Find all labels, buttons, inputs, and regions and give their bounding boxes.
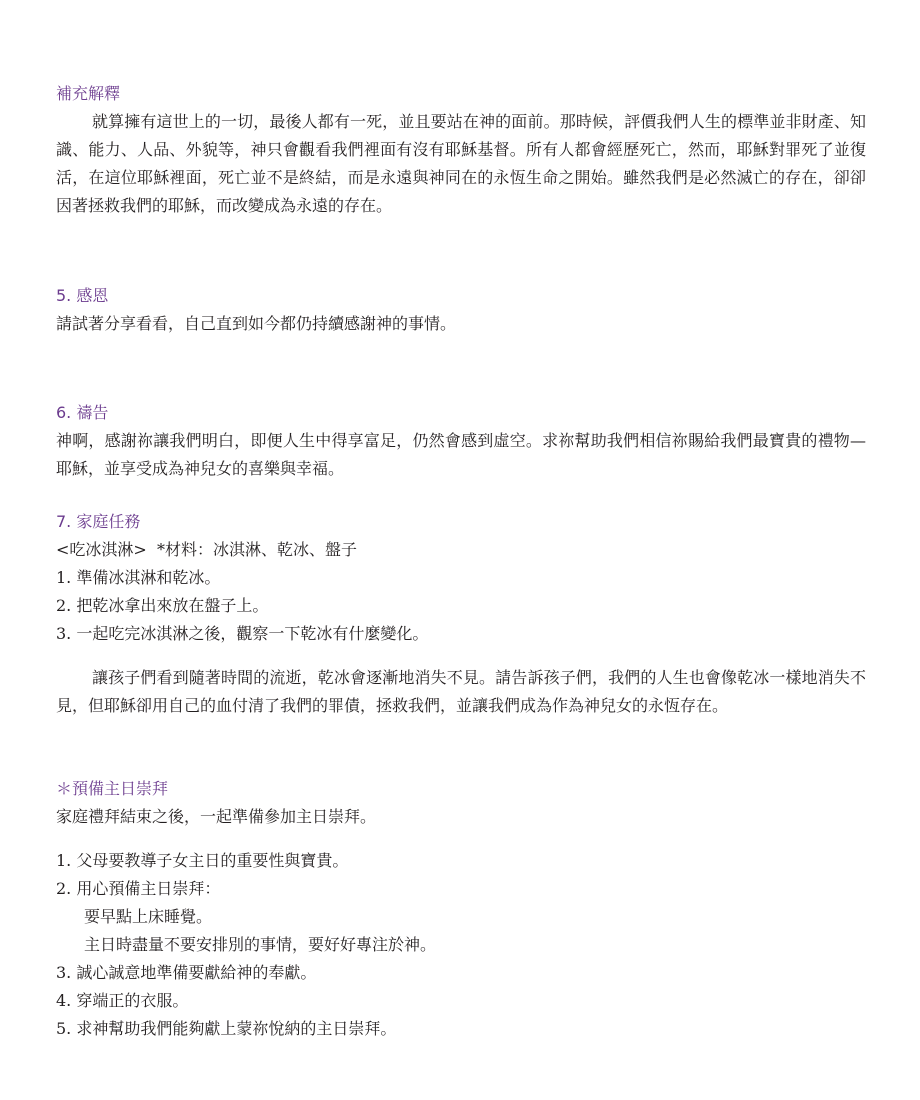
section-family-task — [56, 511, 866, 720]
step-item: 2. 把乾冰拿出來放在盤子上。 — [56, 596, 269, 615]
sub-list-item: 要早點上床睡覺。 — [84, 907, 213, 926]
list-item: 3. 誠心誠意地準備要獻給神的奉獻。 — [56, 963, 317, 982]
sunday-list — [56, 847, 866, 1043]
list-item: 2. 用心預備主日崇拜： — [56, 879, 221, 898]
step-item: 3. 一起吃完冰淇淋之後，觀察一下乾冰有什麼變化。 — [56, 624, 429, 643]
step-item: 1. 準備冰淇淋和乾冰。 — [56, 568, 221, 587]
supplement-title: 補充解釋 — [56, 84, 121, 103]
supplement-section — [56, 83, 866, 220]
sub-list-item: 主日時盡量不要安排別的事情，要好好專注於神。 — [84, 935, 437, 954]
thanksgiving-title: 5. 感恩 — [56, 286, 109, 305]
section-prayer — [56, 402, 866, 483]
prayer-body: 神啊，感謝祢讓我們明白，即便人生中得享富足，仍然會感到虛空。求祢幫助我們相信祢賜給我們最寶貴的禮物—耶穌，並享受成為神兒女的喜樂與幸福。 — [56, 431, 866, 478]
list-item: 4. 穿端正的衣服。 — [56, 991, 189, 1010]
document-page — [56, 83, 866, 1043]
activity-materials: <吃冰淇淋> *材料：冰淇淋、乾冰、盤子 — [56, 540, 357, 559]
thanksgiving-body: 請試著分享看看，自己直到如今都仍持續感謝神的事情。 — [56, 314, 457, 333]
list-item: 1. 父母要教導子女主日的重要性與寶貴。 — [56, 851, 349, 870]
section-sunday-prep — [56, 778, 866, 1043]
activity-story: 讓孩子們看到隨著時間的流逝，乾冰會逐漸地消失不見。請告訴孩子們，我們的人生也會像乾冰一樣地消失不見，但耶穌卻用自己的血付清了我們的罪債，拯救我們，並讓我們成為作為神兒女的永恆存在。 — [56, 668, 866, 715]
prayer-title: 6. 禱告 — [56, 403, 109, 422]
section-thanksgiving — [56, 285, 866, 338]
supplement-body: 就算擁有這世上的一切，最後人都有一死，並且要站在神的面前。那時候，評價我們人生的標準並非財產、知識、能力、人品、外貌等，神只會觀看我們裡面有沒有耶穌基督。所有人都會經歷死亡，然而，耶穌對罪死了並復活，在這位耶穌裡面，死亡並不是終結，而是永遠與神同在的永恆生命之開始。雖然我們是必然滅亡的存在，卻卻因著拯救我們的耶穌，而改變成為永遠的存在。 — [56, 112, 866, 215]
list-item: 5. 求神幫助我們能夠獻上蒙祢悅納的主日崇拜。 — [56, 1019, 397, 1038]
sunday-prep-title: ＊預備主日崇拜 — [56, 779, 169, 798]
sunday-intro: 家庭禮拜結束之後，一起準備參加主日崇拜。 — [56, 807, 377, 826]
family-task-title: 7. 家庭任務 — [56, 512, 141, 531]
